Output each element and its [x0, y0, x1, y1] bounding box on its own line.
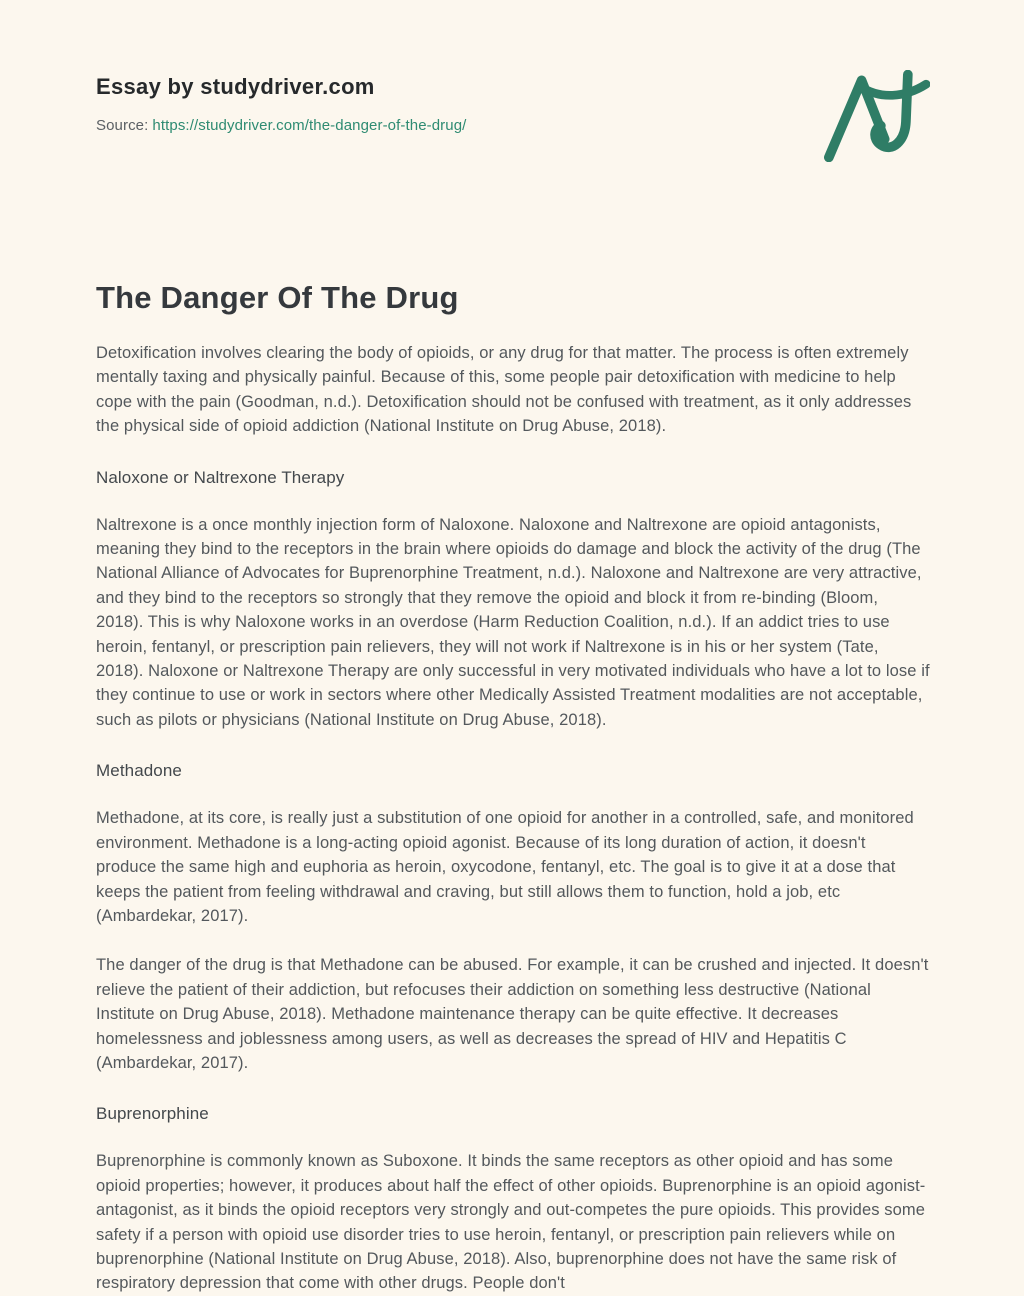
paragraph-methadone-danger: The danger of the drug is that Methadone can be abused. For example, it can be crushed and injected. It doesn't relieve the patient of their addiction, but refocuses their addiction on something less destructive (National Institute on Drug Abuse, 2018). Methadone maintenance therapy can be quite effective. It decreases homelessness and joblessness among users, as well as decreases the spread of HIV and Hepatitis C (Ambardekar, 2017).: [96, 956, 929, 1072]
source-line: [96, 117, 466, 134]
paragraph-detoxification: Detoxification involves clearing the body of opioids, or any drug for that matter. The process is often extremely mentally taxing and physically painful. Because of this, some people pair detoxification with medicine to help cope with the pain (Goodman, n.d.). Detoxification should not be confused with treatment, as it only addresses the physical side of opioid addiction (National Institute on Drug Abuse, 2018).: [96, 344, 912, 436]
header-text: [96, 74, 466, 134]
paragraph-naltrexone: Naltrexone is a once monthly injection form of Naloxone. Naloxone and Naltrexone are opioid antagonists, meaning they bind to the receptors in the brain where opioids do damage and block the activity of the drug (The National Alliance of Advocates for Buprenorphine Treatment, n.d.). Naloxone and Naltrexone are very attractive, and they bind to the receptors so strongly that they remove the opioid and block it from re-binding (Bloom, 2018). This is why Naloxone works in an overdose (Harm Reduction Coalition, n.d.). If an addict tries to use heroin, fentanyl, or prescription pain relievers, they will not work if Naltrexone is in his or her system (Tate, 2018). Naloxone or Naltrexone Therapy are only successful in very motivated individuals who have a lot to lose if they continue to use or work in sectors where other Medically Assisted Treatment modalities are not acceptable, such as pilots or physicians (National Institute on Drug Abuse, 2018).: [96, 515, 930, 729]
essay-body: [96, 280, 930, 1296]
byline: Essay by studydriver.com: [96, 74, 375, 99]
source-url-link[interactable]: https://studydriver.com/the-danger-of-the-drug/: [152, 117, 467, 134]
source-label: Source:: [96, 117, 149, 134]
paragraph-buprenorphine: Buprenorphine is commonly known as Suboxone. It binds the same receptors as other opioid and has some opioid properties; however, it produces about half the effect of other opioids. Buprenorphine is an opioid agonist-antagonist, as it binds the opioid receptors very strongly and out-competes the pure opioids. This provides some safety if a person with opioid use disorder tries to use heroin, fentanyl, or prescription pain relievers while on buprenorphine (National Institute on Drug Abuse, 2018). Also, buprenorphine does not have the same risk of respiratory depression that come with other drugs. People don't: [96, 1152, 926, 1293]
paragraph-methadone: Methadone, at its core, is really just a substitution of one opioid for another in a controlled, safe, and monitored environment. Methadone is a long-acting opioid agonist. Because of its long duration of action, it doesn't produce the same high and euphoria as heroin, oxycodone, fentanyl, etc. The goal is to give it at a dose that keeps the patient from feeling withdrawal and craving, but still allows them to function, hold a job, etc (Ambardekar, 2017).: [96, 809, 914, 925]
page-header: [96, 74, 930, 162]
section-heading-buprenorphine: Buprenorphine: [96, 1104, 209, 1124]
section-heading-naloxone-naltrexone: Naloxone or Naltrexone Therapy: [96, 467, 345, 487]
studydriver-logo-icon: [824, 70, 930, 162]
essay-title: The Danger Of The Drug: [96, 280, 459, 315]
section-heading-methadone: Methadone: [96, 761, 182, 781]
